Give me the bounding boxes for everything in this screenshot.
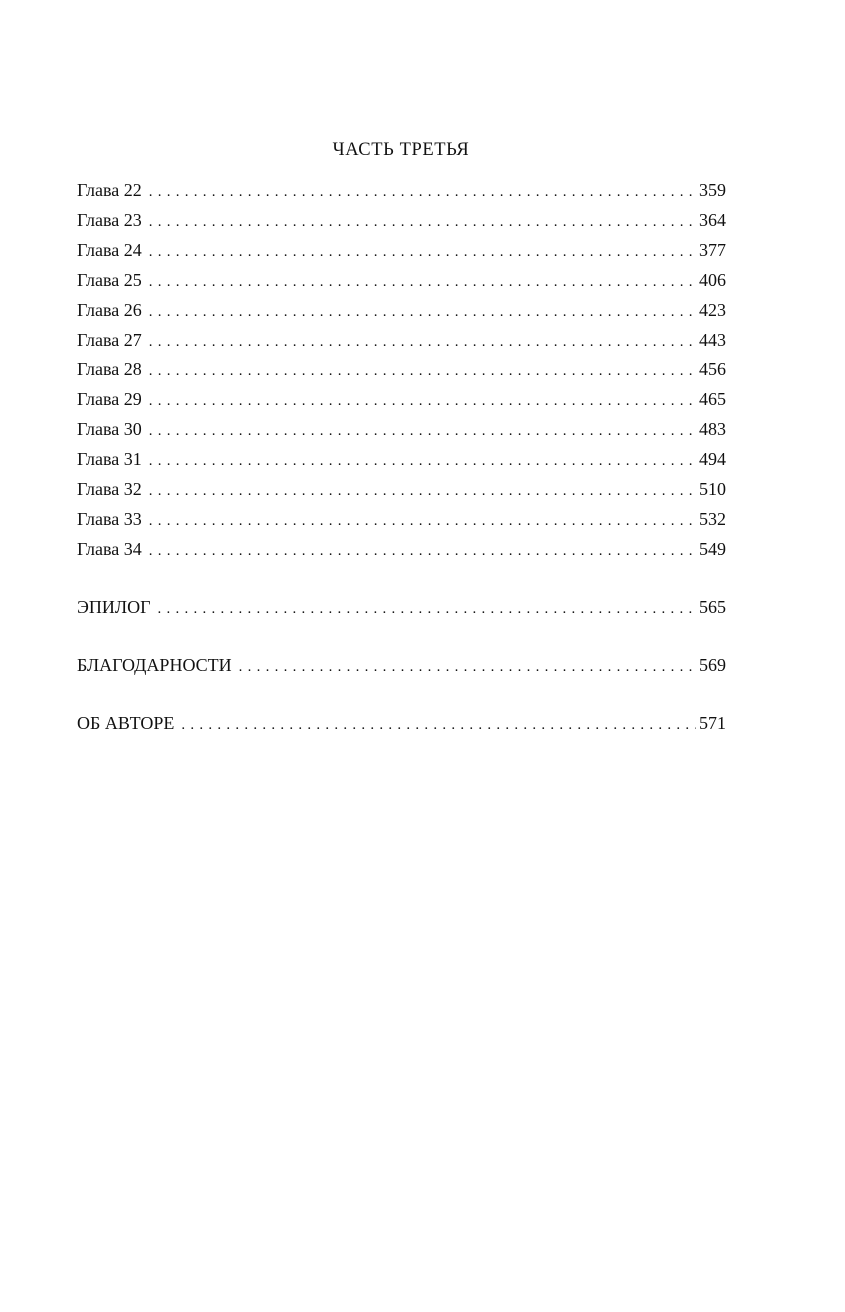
toc-entry-chapter-22[interactable]: [77, 177, 726, 207]
toc-entry-label: Глава 23: [77, 209, 142, 230]
toc-entry-page: 406: [699, 269, 726, 290]
toc-entry-page: 571: [699, 712, 726, 733]
toc-entry-label: Глава 33: [77, 508, 142, 529]
toc-entry-chapter-23[interactable]: [77, 207, 726, 237]
dot-leader: [149, 358, 696, 386]
toc-entry-page: 510: [699, 479, 726, 500]
toc-entry-label: ЭПИЛОГ: [77, 596, 151, 617]
dot-leader: [181, 712, 696, 740]
dot-leader: [239, 654, 696, 682]
toc-entry-page: 377: [699, 239, 726, 260]
toc-entry-chapter-32[interactable]: [77, 476, 726, 506]
toc-entry-page: 443: [699, 329, 726, 350]
toc-entry-page: 364: [699, 209, 726, 230]
toc-entry-label: Глава 32: [77, 479, 142, 500]
toc-entry-about-author[interactable]: [77, 710, 726, 740]
toc-entry-page: 532: [699, 508, 726, 529]
toc-entry-chapter-30[interactable]: [77, 416, 726, 446]
toc-entry-chapter-25[interactable]: [77, 267, 726, 297]
toc-entry-acknowledgements[interactable]: [77, 652, 726, 682]
toc-entry-label: Глава 31: [77, 449, 142, 470]
toc-entry-page: 565: [699, 596, 726, 617]
toc-entry-label: Глава 28: [77, 359, 142, 380]
toc-entry-label: Глава 34: [77, 538, 142, 559]
toc-entry-label: БЛАГОДАРНОСТИ: [77, 654, 232, 675]
toc-entry-chapter-27[interactable]: [77, 327, 726, 357]
toc-entry-chapter-29[interactable]: [77, 386, 726, 416]
toc-entry-chapter-24[interactable]: [77, 237, 726, 267]
dot-leader: [149, 478, 696, 506]
toc-entry-label: Глава 24: [77, 239, 142, 260]
dot-leader: [149, 269, 696, 297]
toc-entry-chapter-33[interactable]: [77, 506, 726, 536]
toc-entry-label: Глава 22: [77, 180, 142, 200]
toc-entry-page: 456: [699, 359, 726, 380]
toc-entry-label: Глава 25: [77, 269, 142, 290]
toc-entry-page: 423: [699, 299, 726, 320]
dot-leader: [149, 388, 696, 416]
dot-leader: [149, 239, 696, 267]
toc-entry-label: ОБ АВТОРЕ: [77, 712, 175, 733]
part-title: ЧАСТЬ ТРЕТЬЯ: [332, 140, 470, 160]
dot-leader: [149, 209, 696, 237]
toc-entry-page: 483: [699, 419, 726, 440]
dot-leader: [149, 179, 696, 207]
toc-entry-label: Глава 29: [77, 389, 142, 410]
toc-entry-label: Глава 26: [77, 299, 142, 320]
toc-entry-page: 494: [699, 449, 726, 470]
toc-entry-page: 465: [699, 389, 726, 410]
dot-leader: [149, 448, 696, 476]
toc-entry-chapter-31[interactable]: [77, 446, 726, 476]
dot-leader: [149, 418, 696, 446]
dot-leader: [158, 596, 697, 624]
dot-leader: [149, 538, 696, 566]
toc-entry-chapter-26[interactable]: [77, 297, 726, 327]
toc-entry-label: Глава 27: [77, 329, 142, 350]
dot-leader: [149, 299, 696, 327]
toc-entry-page: 549: [699, 538, 726, 559]
toc-entry-label: Глава 30: [77, 419, 142, 440]
toc-entry-page: 569: [699, 654, 726, 675]
dot-leader: [149, 329, 696, 357]
toc-entry-chapter-34[interactable]: [77, 536, 726, 566]
toc-entry-page: 359: [699, 180, 726, 200]
dot-leader: [149, 508, 696, 536]
toc-entry-chapter-28[interactable]: [77, 356, 726, 386]
toc-entry-epilogue[interactable]: [77, 594, 726, 624]
table-of-contents: [77, 177, 726, 740]
